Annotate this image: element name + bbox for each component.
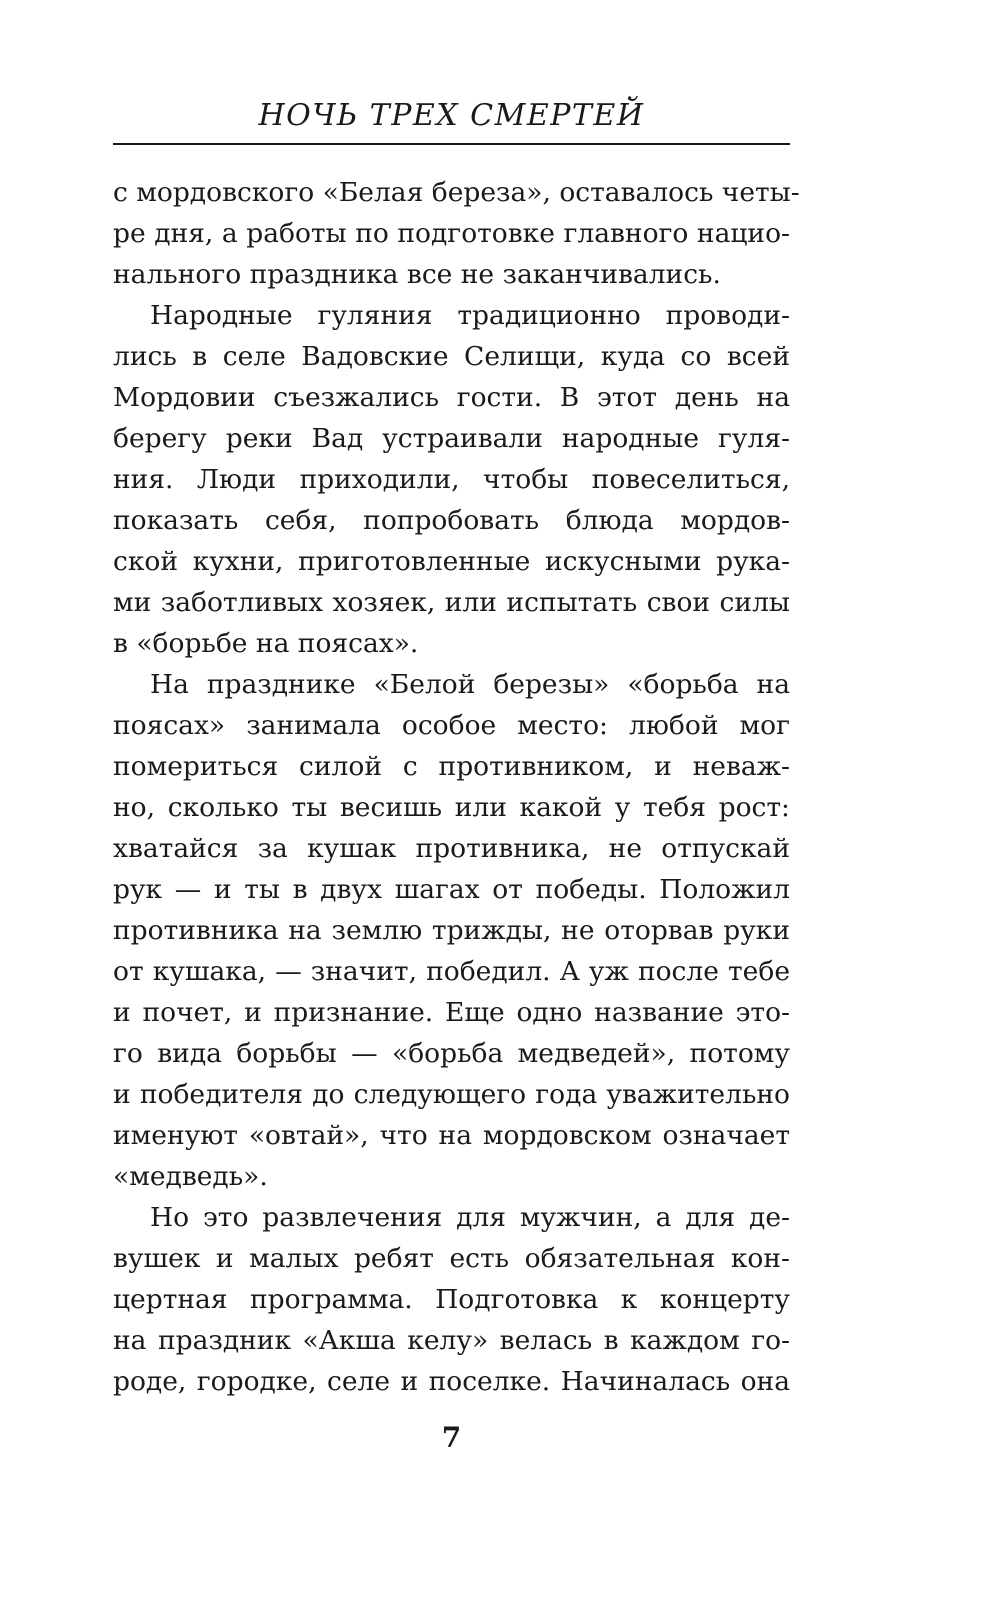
text-line: в «борьбе на поясах». [113,628,419,659]
body-text [113,172,800,1402]
paragraph-first-line: Но это развлечения для мужчин, а для де- [150,1202,790,1233]
text-line: роде, городке, селе и поселке. Начиналась она [113,1366,790,1397]
text-line: берегу реки Вад устраивали народные гуля- [113,423,790,454]
text-line: хватайся за кушак противника, не отпускай [113,833,790,864]
text-line: противника на землю трижды, не оторвав руки [113,915,790,946]
text-line: Мордовии съезжались гости. В этот день на [113,382,790,413]
text-line: лись в селе Вадовские Селищи, куда со всей [113,341,790,372]
text-line: но, сколько ты весишь или какой у тебя рост: [113,792,790,823]
text-line: от кушака, — значит, победил. А уж после тебе [113,956,790,987]
text-line: именуют «овтай», что на мордовском означает [113,1120,790,1151]
text-line: цертная программа. Подготовка к концерту [113,1284,790,1315]
text-line: вушек и малых ребят есть обязательная кон- [113,1243,790,1274]
text-line: нального праздника все не заканчивались. [113,259,721,290]
text-line: и почет, и признание. Еще одно название это- [113,997,790,1028]
text-line: и победителя до следующего года уважительно [113,1079,790,1110]
text-line: го вида борьбы — «борьба медведей», потому [113,1038,790,1069]
paragraph-first-line: Народные гуляния традиционно проводи- [150,300,790,331]
text-line: помериться силой с противником, и неваж- [113,751,790,782]
text-line: ния. Люди приходили, чтобы повеселиться, [113,464,790,495]
header-rule [113,143,790,145]
text-line: на праздник «Акша келу» велась в каждом го- [113,1325,790,1356]
text-line: рук — и ты в двух шагах от победы. Положил [113,874,790,905]
text-line: ской кухни, приготовленные искусными рука- [113,546,790,577]
text-line: ре дня, а работы по подготовке главного нацио- [113,218,790,249]
paragraph-first-line: На празднике «Белой березы» «борьба на [150,669,790,700]
text-line: ми заботливых хозяек, или испытать свои силы [113,587,790,618]
running-head: НОЧЬ ТРЕХ СМЕРТЕЙ [258,98,645,133]
text-line: «медведь». [113,1161,268,1192]
text-line: поясах» занимала особое место: любой мог [113,710,790,741]
text-line: с мордовского «Белая береза», оставалось четы- [113,177,800,208]
text-line: показать себя, попробовать блюда мордов- [113,505,790,536]
page-number: 7 [441,1421,462,1454]
